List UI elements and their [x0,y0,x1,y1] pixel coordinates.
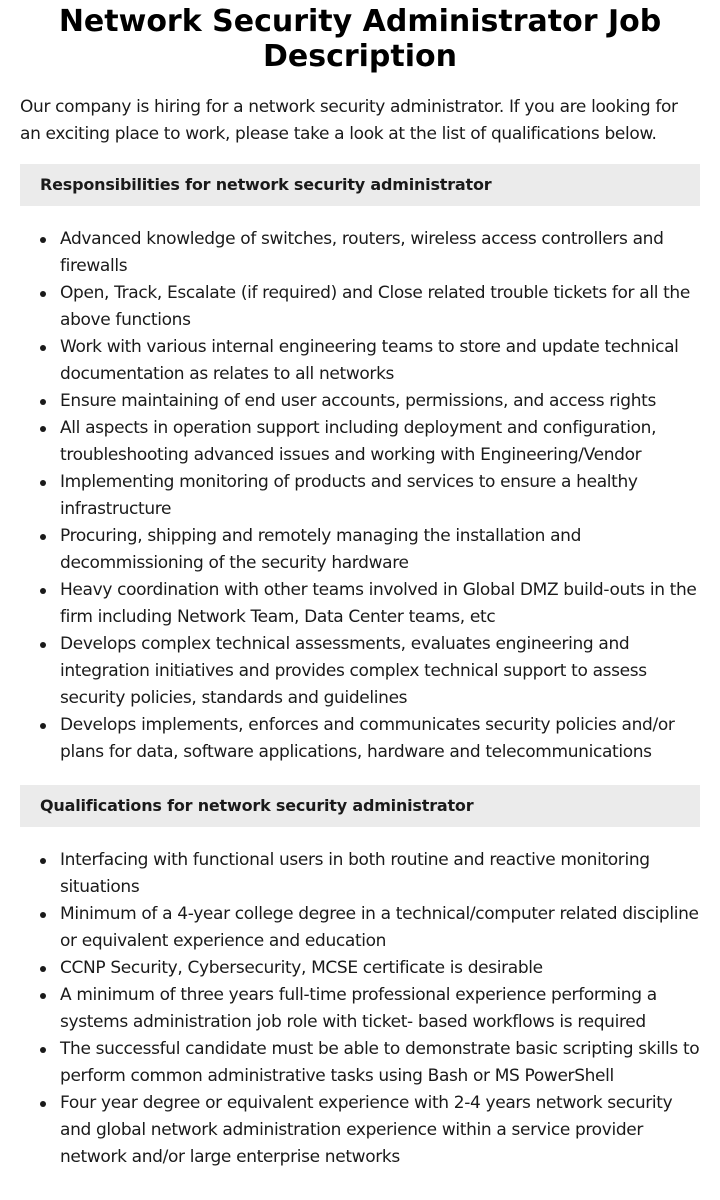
list-item: Heavy coordination with other teams involved in Global DMZ build-outs in the firm including Network Team, Data Center teams, etc [60,577,700,631]
list-item: Four year degree or equivalent experience with 2-4 years network security and global network administration experience within a service provider network and/or large enterprise networks [60,1090,700,1171]
qualifications-heading: Qualifications for network security administrator [20,785,700,827]
list-item: Advanced knowledge of switches, routers, wireless access controllers and firewalls [60,226,700,280]
responsibilities-heading: Responsibilities for network security administrator [20,164,700,206]
list-item: A minimum of three years full-time professional experience performing a systems administration job role with ticket- based workflows is required [60,982,700,1036]
intro-paragraph: Our company is hiring for a network security administrator. If you are looking for an exciting place to work, please take a look at the list of qualifications below. [20,97,678,144]
list-item: All aspects in operation support including deployment and configuration, troubleshooting advanced issues and working with Engineering/Vendor [60,415,700,469]
list-item: Develops complex technical assessments, evaluates engineering and integration initiatives and provides complex technical support to assess security policies, standards and guidelines [60,631,700,712]
list-item: CCNP Security, Cybersecurity, MCSE certificate is desirable [60,955,700,982]
list-item: The successful candidate must be able to demonstrate basic scripting skills to perform common administrative tasks using Bash or MS PowerShell [60,1036,700,1090]
list-item: Implementing monitoring of products and services to ensure a healthy infrastructure [60,469,700,523]
list-item: Develops implements, enforces and communicates security policies and/or plans for data, software applications, hardware and telecommunications [60,712,700,766]
list-item: Minimum of a 4-year college degree in a technical/computer related discipline or equivalent experience and education [60,901,700,955]
list-item: Ensure maintaining of end user accounts, permissions, and access rights [60,388,700,415]
qualifications-list [20,847,700,1171]
list-item: Open, Track, Escalate (if required) and Close related trouble tickets for all the above functions [60,280,700,334]
responsibilities-list [20,226,700,766]
list-item: Interfacing with functional users in both routine and reactive monitoring situations [60,847,700,901]
list-item: Procuring, shipping and remotely managing the installation and decommissioning of the security hardware [60,523,700,577]
page-title: Network Security Administrator Job Description [58,4,662,74]
list-item: Work with various internal engineering teams to store and update technical documentation as relates to all networks [60,334,700,388]
